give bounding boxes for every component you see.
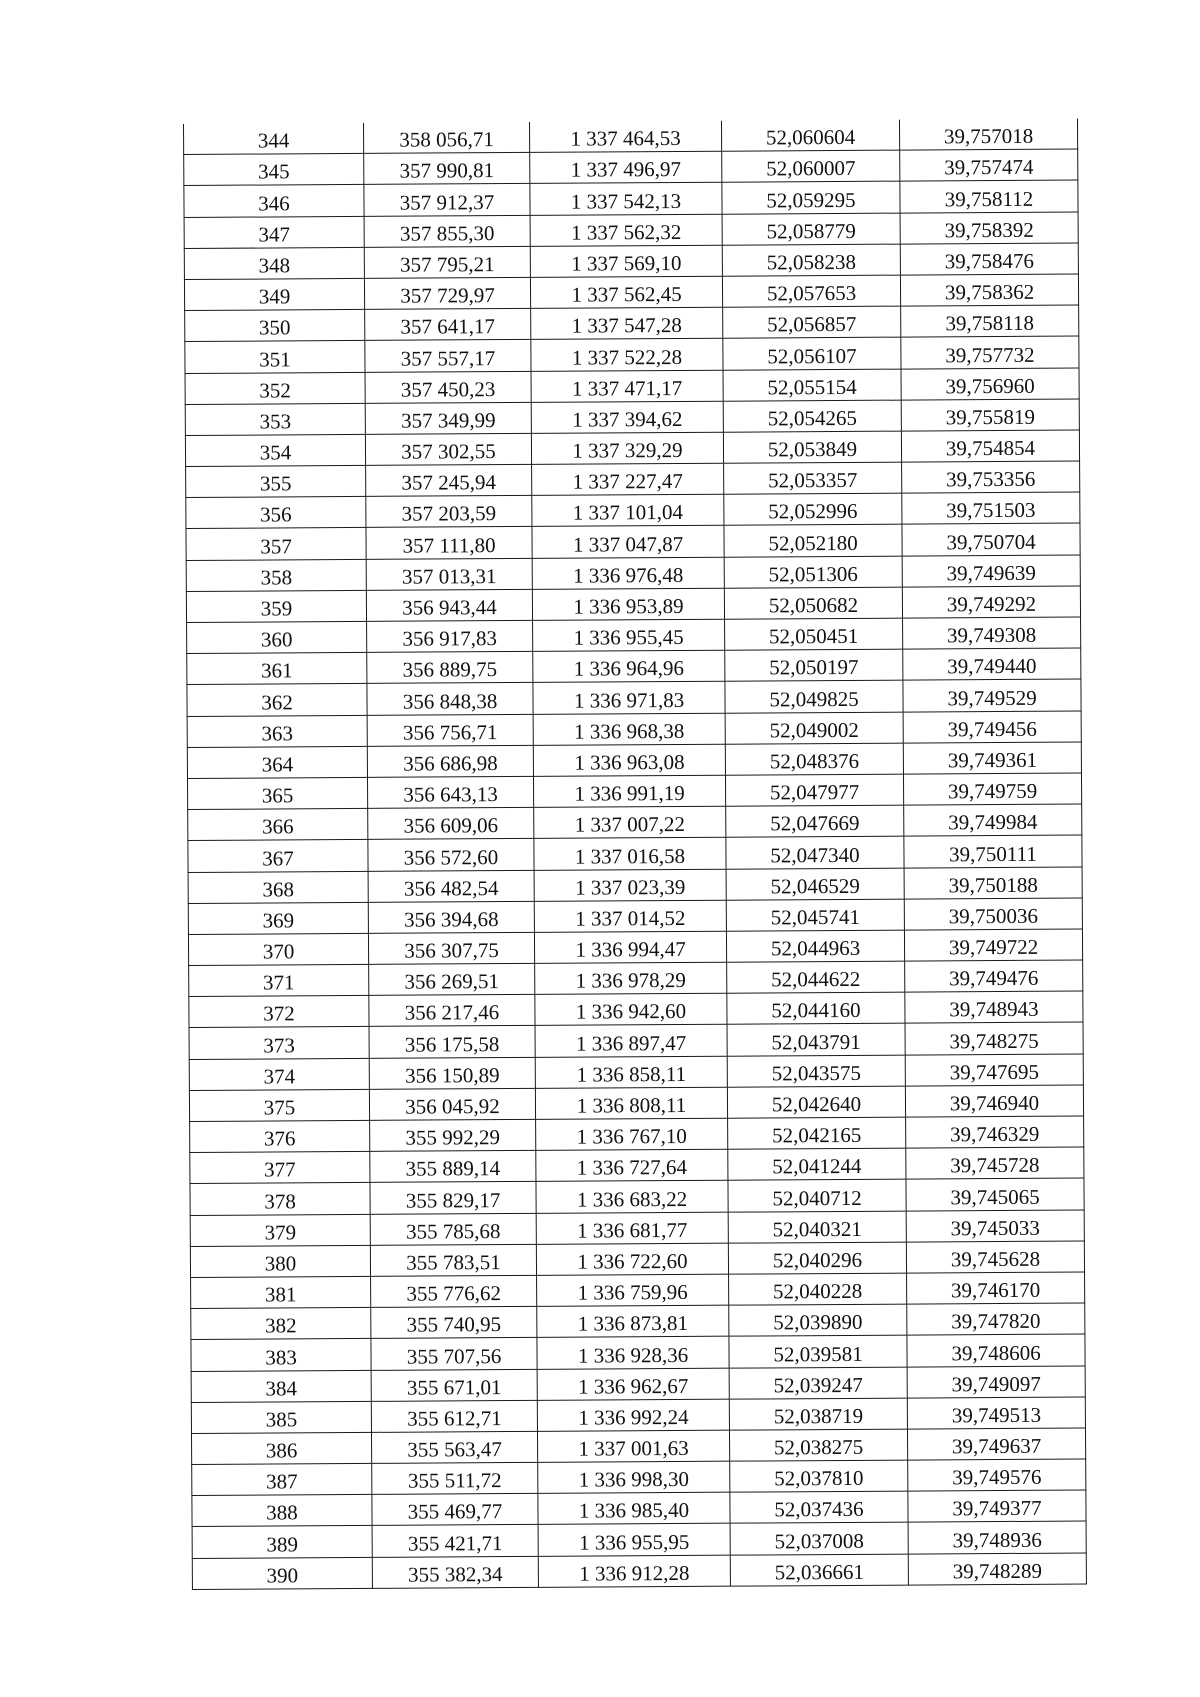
longitude-cell: 39,749637 [907,1428,1085,1460]
longitude-cell: 39,748943 [905,991,1083,1023]
longitude-cell: 39,758476 [900,243,1078,275]
latitude-cell: 52,038275 [729,1429,907,1461]
latitude-cell: 52,044622 [727,961,905,993]
latitude-cell: 52,042640 [727,1086,905,1118]
longitude-cell: 39,746170 [907,1272,1085,1304]
latitude-cell: 52,039247 [729,1367,907,1399]
table-row [189,1022,1083,1059]
y-coordinate-cell: 1 336 683,22 [536,1181,728,1213]
latitude-cell: 52,051306 [724,556,902,588]
point-number-cell: 386 [191,1432,371,1464]
table-row [192,1553,1086,1590]
table-row [186,492,1080,529]
latitude-cell: 52,037436 [730,1491,908,1523]
point-number-cell: 367 [188,840,368,872]
longitude-cell: 39,748606 [907,1334,1085,1366]
point-number-cell: 390 [192,1557,372,1589]
point-number-cell: 358 [186,559,366,591]
latitude-cell: 52,043575 [727,1055,905,1087]
table-row [187,648,1081,685]
y-coordinate-cell: 1 336 991,19 [533,775,725,807]
longitude-cell: 39,749722 [904,929,1082,961]
latitude-cell: 52,044160 [727,992,905,1024]
x-coordinate-cell: 355 707,56 [371,1338,537,1370]
table-row [190,1210,1084,1247]
y-coordinate-cell: 1 336 978,29 [535,962,727,994]
x-coordinate-cell: 356 572,60 [368,839,534,871]
latitude-cell: 52,049825 [725,680,903,712]
table-row [184,149,1078,186]
y-coordinate-cell: 1 336 964,96 [533,650,725,682]
point-number-cell: 381 [191,1276,371,1308]
point-number-cell: 387 [192,1463,372,1495]
longitude-cell: 39,749476 [905,960,1083,992]
x-coordinate-cell: 357 245,94 [366,464,532,496]
y-coordinate-cell: 1 337 227,47 [532,463,724,495]
y-coordinate-cell: 1 336 912,28 [538,1555,730,1587]
y-coordinate-cell: 1 337 496,97 [530,151,722,183]
x-coordinate-cell: 357 912,37 [364,184,530,216]
longitude-cell: 39,749456 [903,711,1081,743]
x-coordinate-cell: 356 943,44 [366,589,532,621]
table-row [189,1085,1083,1122]
latitude-cell: 52,060604 [721,120,899,152]
table-row [190,1116,1084,1153]
longitude-cell: 39,749292 [902,586,1080,618]
longitude-cell: 39,748936 [908,1521,1086,1553]
y-coordinate-cell: 1 337 547,28 [531,307,723,339]
point-number-cell: 374 [189,1058,369,1090]
longitude-cell: 39,749529 [903,679,1081,711]
point-number-cell: 370 [188,933,368,965]
x-coordinate-cell: 356 269,51 [369,963,535,995]
table-row [187,711,1081,748]
point-number-cell: 377 [190,1152,370,1184]
x-coordinate-cell: 355 421,71 [372,1525,538,1557]
latitude-cell: 52,039890 [729,1304,907,1336]
longitude-cell: 39,747820 [907,1303,1085,1335]
table-row [189,960,1083,997]
table-row [190,1241,1084,1278]
table-row [191,1334,1085,1371]
point-number-cell: 359 [186,590,366,622]
y-coordinate-cell: 1 336 971,83 [533,682,725,714]
coordinates-table-body [183,119,1086,1590]
table-row [186,555,1080,592]
x-coordinate-cell: 357 111,80 [366,527,532,559]
latitude-cell: 52,050451 [725,618,903,650]
table-row [191,1272,1085,1309]
longitude-cell: 39,749984 [904,804,1082,836]
table-row [191,1366,1085,1403]
y-coordinate-cell: 1 336 955,45 [533,619,725,651]
table-row [188,898,1082,935]
point-number-cell: 354 [185,434,365,466]
point-number-cell: 350 [185,310,365,342]
longitude-cell: 39,749759 [903,773,1081,805]
x-coordinate-cell: 357 990,81 [364,153,530,185]
y-coordinate-cell: 1 336 942,60 [535,993,727,1025]
y-coordinate-cell: 1 336 992,24 [537,1399,729,1431]
x-coordinate-cell: 357 855,30 [364,215,530,247]
x-coordinate-cell: 356 686,98 [367,745,533,777]
point-number-cell: 351 [185,341,365,373]
x-coordinate-cell: 356 307,75 [368,932,534,964]
longitude-cell: 39,747695 [905,1054,1083,1086]
longitude-cell: 39,748289 [908,1553,1086,1585]
table-row [188,804,1082,841]
longitude-cell: 39,745728 [906,1147,1084,1179]
y-coordinate-cell: 1 336 998,30 [538,1461,730,1493]
longitude-cell: 39,749576 [908,1459,1086,1491]
point-number-cell: 371 [189,964,369,996]
point-number-cell: 365 [187,777,367,809]
y-coordinate-cell: 1 337 522,28 [531,339,723,371]
table-row [184,212,1078,249]
table-row [183,119,1077,155]
x-coordinate-cell: 356 045,92 [369,1088,535,1120]
longitude-cell: 39,750111 [904,835,1082,867]
latitude-cell: 52,057653 [722,275,900,307]
y-coordinate-cell: 1 337 329,29 [531,432,723,464]
x-coordinate-cell: 356 175,58 [369,1026,535,1058]
longitude-cell: 39,755819 [901,399,1079,431]
x-coordinate-cell: 356 150,89 [369,1057,535,1089]
latitude-cell: 52,047340 [726,836,904,868]
y-coordinate-cell: 1 336 897,47 [535,1025,727,1057]
point-number-cell: 382 [191,1308,371,1340]
longitude-cell: 39,757018 [899,119,1077,151]
longitude-cell: 39,756960 [901,368,1079,400]
point-number-cell: 375 [189,1089,369,1121]
point-number-cell: 373 [189,1027,369,1059]
table-row [191,1303,1085,1340]
latitude-cell: 52,044963 [726,930,904,962]
x-coordinate-cell: 356 482,54 [368,870,534,902]
y-coordinate-cell: 1 336 962,67 [537,1368,729,1400]
y-coordinate-cell: 1 337 047,87 [532,526,724,558]
latitude-cell: 52,049002 [725,712,903,744]
point-number-cell: 389 [192,1526,372,1558]
longitude-cell: 39,746329 [906,1116,1084,1148]
table-row [192,1490,1086,1527]
latitude-cell: 52,055154 [723,369,901,401]
point-number-cell: 385 [191,1401,371,1433]
table-row [186,523,1080,560]
x-coordinate-cell: 355 511,72 [372,1462,538,1494]
x-coordinate-cell: 356 643,13 [367,776,533,808]
y-coordinate-cell: 1 336 955,95 [538,1524,730,1556]
point-number-cell: 356 [186,497,366,529]
y-coordinate-cell: 1 337 471,17 [531,370,723,402]
x-coordinate-cell: 357 557,17 [365,340,531,372]
x-coordinate-cell: 355 889,14 [370,1151,536,1183]
point-number-cell: 376 [190,1120,370,1152]
x-coordinate-cell: 356 609,06 [368,807,534,839]
point-number-cell: 380 [190,1245,370,1277]
latitude-cell: 52,036661 [730,1554,908,1586]
table-row [186,586,1080,623]
table-row [192,1521,1086,1558]
point-number-cell: 355 [186,465,366,497]
latitude-cell: 52,050197 [725,649,903,681]
point-number-cell: 366 [188,809,368,841]
x-coordinate-cell: 355 382,34 [372,1556,538,1588]
point-number-cell: 388 [192,1495,372,1527]
longitude-cell: 39,749308 [903,617,1081,649]
latitude-cell: 52,050682 [724,587,902,619]
y-coordinate-cell: 1 336 953,89 [532,588,724,620]
longitude-cell: 39,748275 [905,1022,1083,1054]
point-number-cell: 346 [184,185,364,217]
point-number-cell: 364 [187,746,367,778]
table-row [185,305,1079,342]
latitude-cell: 52,058238 [722,244,900,276]
longitude-cell: 39,753356 [902,461,1080,493]
y-coordinate-cell: 1 336 767,10 [536,1118,728,1150]
table-row [185,368,1079,405]
latitude-cell: 52,040296 [728,1242,906,1274]
y-coordinate-cell: 1 336 963,08 [533,744,725,776]
longitude-cell: 39,757732 [901,336,1079,368]
latitude-cell: 52,048376 [725,743,903,775]
table-row [189,1054,1083,1091]
table-row [187,679,1081,716]
table-row [190,1147,1084,1184]
table-row [192,1459,1086,1496]
y-coordinate-cell: 1 337 542,13 [530,183,722,215]
x-coordinate-cell: 356 394,68 [368,901,534,933]
latitude-cell: 52,041244 [728,1148,906,1180]
x-coordinate-cell: 356 917,83 [367,620,533,652]
x-coordinate-cell: 357 641,17 [365,309,531,341]
y-coordinate-cell: 1 336 928,36 [537,1337,729,1369]
x-coordinate-cell: 355 829,17 [370,1182,536,1214]
y-coordinate-cell: 1 336 808,11 [535,1087,727,1119]
latitude-cell: 52,040321 [728,1211,906,1243]
y-coordinate-cell: 1 336 727,64 [536,1149,728,1181]
x-coordinate-cell: 357 302,55 [365,433,531,465]
longitude-cell: 39,749513 [907,1397,1085,1429]
longitude-cell: 39,746940 [905,1085,1083,1117]
x-coordinate-cell: 356 756,71 [367,714,533,746]
point-number-cell: 345 [184,154,364,186]
latitude-cell: 52,056107 [723,337,901,369]
x-coordinate-cell: 355 783,51 [370,1244,536,1276]
x-coordinate-cell: 357 795,21 [364,246,530,278]
table-row [188,929,1082,966]
latitude-cell: 52,039581 [729,1335,907,1367]
y-coordinate-cell: 1 336 873,81 [537,1305,729,1337]
table-row [185,336,1079,373]
latitude-cell: 52,037810 [730,1460,908,1492]
table-row [191,1428,1085,1465]
latitude-cell: 52,046529 [726,868,904,900]
table-row [184,180,1078,217]
table-row [189,991,1083,1028]
table-row [184,274,1078,311]
latitude-cell: 52,053357 [724,462,902,494]
longitude-cell: 39,749440 [903,648,1081,680]
longitude-cell: 39,750036 [904,898,1082,930]
y-coordinate-cell: 1 336 858,11 [535,1056,727,1088]
y-coordinate-cell: 1 337 001,63 [537,1430,729,1462]
latitude-cell: 52,043791 [727,1024,905,1056]
x-coordinate-cell: 358 056,71 [363,122,529,154]
longitude-cell: 39,758362 [900,274,1078,306]
point-number-cell: 353 [185,403,365,435]
point-number-cell: 384 [191,1370,371,1402]
y-coordinate-cell: 1 337 464,53 [529,121,721,153]
point-number-cell: 360 [187,621,367,653]
x-coordinate-cell: 355 469,77 [372,1494,538,1526]
point-number-cell: 344 [183,123,363,155]
y-coordinate-cell: 1 337 569,10 [530,245,722,277]
x-coordinate-cell: 355 776,62 [371,1275,537,1307]
table-row [186,461,1080,498]
latitude-cell: 52,038719 [729,1398,907,1430]
x-coordinate-cell: 355 612,71 [371,1400,537,1432]
x-coordinate-cell: 356 217,46 [369,995,535,1027]
point-number-cell: 369 [188,902,368,934]
longitude-cell: 39,745033 [906,1210,1084,1242]
longitude-cell: 39,750704 [902,523,1080,555]
point-number-cell: 383 [191,1339,371,1371]
longitude-cell: 39,749639 [902,555,1080,587]
table-row [187,773,1081,810]
longitude-cell: 39,758118 [901,305,1079,337]
point-number-cell: 363 [187,715,367,747]
y-coordinate-cell: 1 336 994,47 [534,931,726,963]
coordinates-table [183,119,1087,1590]
point-number-cell: 347 [184,216,364,248]
table-row [184,243,1078,280]
longitude-cell: 39,745065 [906,1178,1084,1210]
x-coordinate-cell: 357 013,31 [366,558,532,590]
point-number-cell: 379 [190,1214,370,1246]
y-coordinate-cell: 1 337 014,52 [534,900,726,932]
latitude-cell: 52,054265 [723,400,901,432]
table-row [191,1397,1085,1434]
table-row [185,430,1079,467]
latitude-cell: 52,059295 [722,181,900,213]
point-number-cell: 357 [186,528,366,560]
y-coordinate-cell: 1 336 968,38 [533,713,725,745]
latitude-cell: 52,052180 [724,525,902,557]
point-number-cell: 368 [188,871,368,903]
latitude-cell: 52,037008 [730,1523,908,1555]
table-row [187,617,1081,654]
y-coordinate-cell: 1 336 722,60 [536,1243,728,1275]
longitude-cell: 39,757474 [900,149,1078,181]
point-number-cell: 349 [184,278,364,310]
y-coordinate-cell: 1 337 562,45 [530,276,722,308]
longitude-cell: 39,758112 [900,180,1078,212]
point-number-cell: 348 [184,247,364,279]
table-row [190,1178,1084,1215]
y-coordinate-cell: 1 337 023,39 [534,869,726,901]
x-coordinate-cell: 357 450,23 [365,371,531,403]
y-coordinate-cell: 1 337 562,32 [530,214,722,246]
longitude-cell: 39,745628 [906,1241,1084,1273]
y-coordinate-cell: 1 337 101,04 [532,494,724,526]
x-coordinate-cell: 355 671,01 [371,1369,537,1401]
x-coordinate-cell: 355 740,95 [371,1306,537,1338]
latitude-cell: 52,042165 [728,1117,906,1149]
latitude-cell: 52,045741 [726,899,904,931]
x-coordinate-cell: 355 563,47 [371,1431,537,1463]
latitude-cell: 52,047669 [726,805,904,837]
x-coordinate-cell: 357 729,97 [364,277,530,309]
table-row [187,742,1081,779]
y-coordinate-cell: 1 336 976,48 [532,557,724,589]
y-coordinate-cell: 1 336 759,96 [537,1274,729,1306]
point-number-cell: 361 [187,653,367,685]
latitude-cell: 52,047977 [725,774,903,806]
latitude-cell: 52,053849 [723,431,901,463]
point-number-cell: 352 [185,372,365,404]
longitude-cell: 39,754854 [901,430,1079,462]
x-coordinate-cell: 355 992,29 [370,1119,536,1151]
latitude-cell: 52,052996 [724,493,902,525]
x-coordinate-cell: 357 349,99 [365,402,531,434]
latitude-cell: 52,056857 [723,306,901,338]
y-coordinate-cell: 1 336 681,77 [536,1212,728,1244]
table-row [188,867,1082,904]
longitude-cell: 39,749097 [907,1366,1085,1398]
y-coordinate-cell: 1 337 016,58 [534,838,726,870]
point-number-cell: 372 [189,996,369,1028]
longitude-cell: 39,749361 [903,742,1081,774]
point-number-cell: 362 [187,684,367,716]
y-coordinate-cell: 1 337 007,22 [534,806,726,838]
x-coordinate-cell: 356 889,75 [367,652,533,684]
x-coordinate-cell: 355 785,68 [370,1213,536,1245]
y-coordinate-cell: 1 337 394,62 [531,401,723,433]
x-coordinate-cell: 356 848,38 [367,683,533,715]
latitude-cell: 52,060007 [722,150,900,182]
point-number-cell: 378 [190,1183,370,1215]
longitude-cell: 39,751503 [902,492,1080,524]
x-coordinate-cell: 357 203,59 [366,496,532,528]
longitude-cell: 39,750188 [904,867,1082,899]
table-row [185,399,1079,436]
longitude-cell: 39,758392 [900,212,1078,244]
latitude-cell: 52,058779 [722,213,900,245]
latitude-cell: 52,040228 [729,1273,907,1305]
longitude-cell: 39,749377 [908,1490,1086,1522]
y-coordinate-cell: 1 336 985,40 [538,1492,730,1524]
latitude-cell: 52,040712 [728,1179,906,1211]
